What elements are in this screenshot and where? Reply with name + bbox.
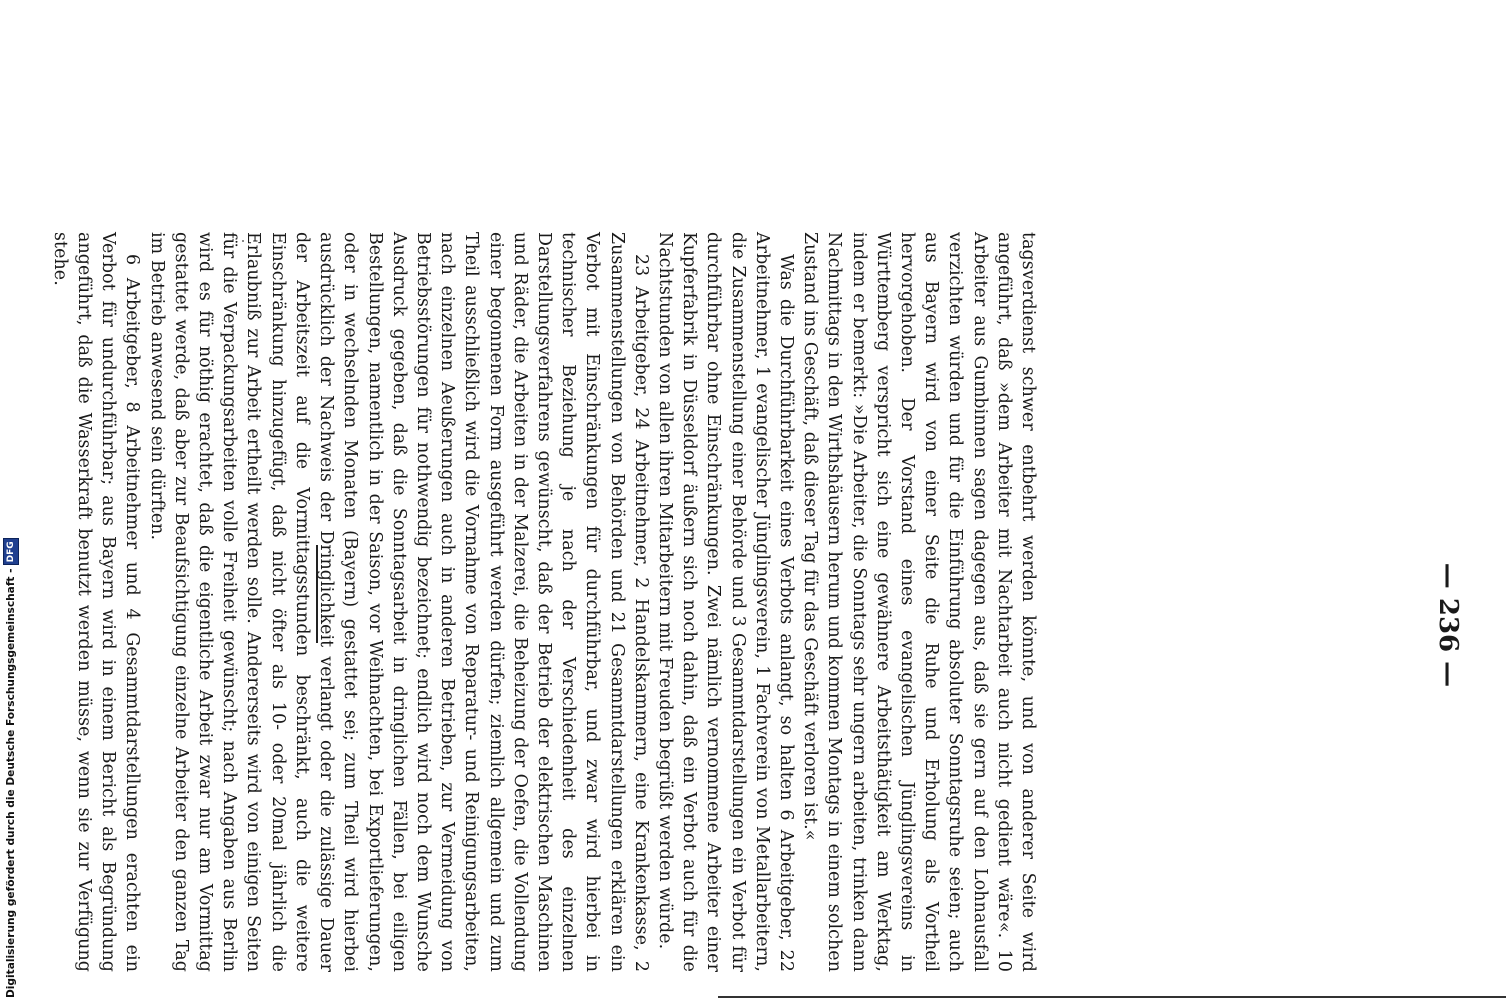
paragraph-2: Was die Durchführbarkeit eines Verbots anlangt, so halten 6 Arbeitgeber, 22 Arbeitnehmer, 1 evangelischer Jünglingsverein, 1 Fachverein von Metallarbeitern, die Zusammenstellung einer Behörde und 3 Gesammtdarstellungen ein Verbot für durchführbar ohne Einschränkungen. Zwei nämlich vernommene Arbeiter einer Kupferfabrik in Düsseldorf äußern sich noch dahin, daß ein Verbot auch für die Nachtstunden von allen ihren Mitarbeitern mit Freuden begrüßt werden würde. — [654, 232, 796, 972]
paragraph-3: 23 Arbeitgeber, 24 Arbeitnehmer, 2 Handelskammern, eine Krankenkasse, 2 Zusammenstellungen von Behörden und 21 Gesammtdarstellungen erklären ein Verbot mit Einschränkungen für durchführbar, und zwar wird hierbei in technischer Beziehung je nach der Verschiedenheit des einzelnen Darstellungsverfahrens gewünscht, daß der Betrieb der elektrischen Maschinen und Räder, die Arbeiten in der Malzerei, die Beheizung der Oefen, die Vollendung einer begonnenen Form ausgeführt werden dürfen; ziemlich allgemein und zum Theil ausschließlich wird die Vornahme von Reparatur- und Reinigungsarbeiten, nach einzelnen Aeußerungen auch in anderen Betrieben, zur Vermeidung von Betriebsstörungen für nothwendig bezeichnet; endlich wird noch dem Wunsche Ausdruck gegeben, daß die Sonntagsarbeit in dringlichen Fällen, bei eiligen Bestellungen, namentlich in der Saison, vor Weihnachten, bei Exportlieferungen, oder in wechselnden Monaten (Bayern) gestattet sei; zum Theil wird hierbei ausdrücklich der Nachweis der Dringlichkeit verlangt oder die zulässige Dauer der Arbeitszeit auf die Vormittagsstunden beschränkt, auch die weitere Einschränkung hinzugefügt, daß nicht öfter als 10- oder 20mal jährlich die Erlaubniß zur Arbeit ertheilt werden solle. Andererseits wird von einigen Seiten für die Verpackungsarbeiten volle Freiheit gewünscht; nach Angaben aus Berlin wird es für nöthig erachtet, daß die eigentliche Arbeit zwar nur am Vormittag gestattet werde, daß aber zur Beaufsichtigung einzelne Arbeiter den ganzen Tag im Betrieb anwesend sein dürften. — [146, 232, 651, 972]
page-edge-line — [718, 996, 1506, 998]
digitization-credit — [0, 541, 22, 998]
body-text — [49, 232, 1040, 972]
credit-line — [0, 541, 22, 998]
paragraph-1: tagsverdienst schwer entbehrt werden könnte, und von anderer Seite wird angeführt, daß »dem Arbeiter mit Nachtarbeit auch nicht gedient wäre«. 10 Arbeiter aus Gumbinnen sagen dagegen aus, daß sie gern auf den Lohnausfall verzichten würden und für die Einführung absoluter Sonntagsruhe seien; auch aus Bayern wird von einer Seite die Ruhe und Erholung als Vortheil hervorgehoben. Der Vorstand eines evangelischen Jünglingsvereins in Württemberg verspricht sich eine gewähnere Arbeitsthätigkeit am Werktag, indem er bemerkt: »Die Arbeiter, die Sonntags sehr ungern arbeiten, trinken dann Nachmittags in den Wirthshäusern herum und kommen Montags in einem solchen Zustand ins Geschäft, daß dieser Tag für das Geschäft verloren ist.« — [800, 232, 1038, 972]
credit-text: Digitalisierung gefördert durch die Deutsche Forschungsgemeinschaft - — [5, 568, 17, 998]
dfg-logo: DFG — [3, 538, 19, 565]
body-text-block — [49, 232, 1040, 972]
page-number: — 236 — — [1433, 562, 1463, 688]
paragraph-4: 6 Arbeitgeber, 8 Arbeitnehmer und 4 Gesammtdarstellungen erachten ein Verbot für undurchführbar; aus Bayern wird in einem Bericht als Begründung angeführt, daß die Wasserkraft benutzt werden müsse, wenn sie zur Verfügung stehe. — [49, 232, 143, 972]
page-header — [1418, 555, 1478, 695]
